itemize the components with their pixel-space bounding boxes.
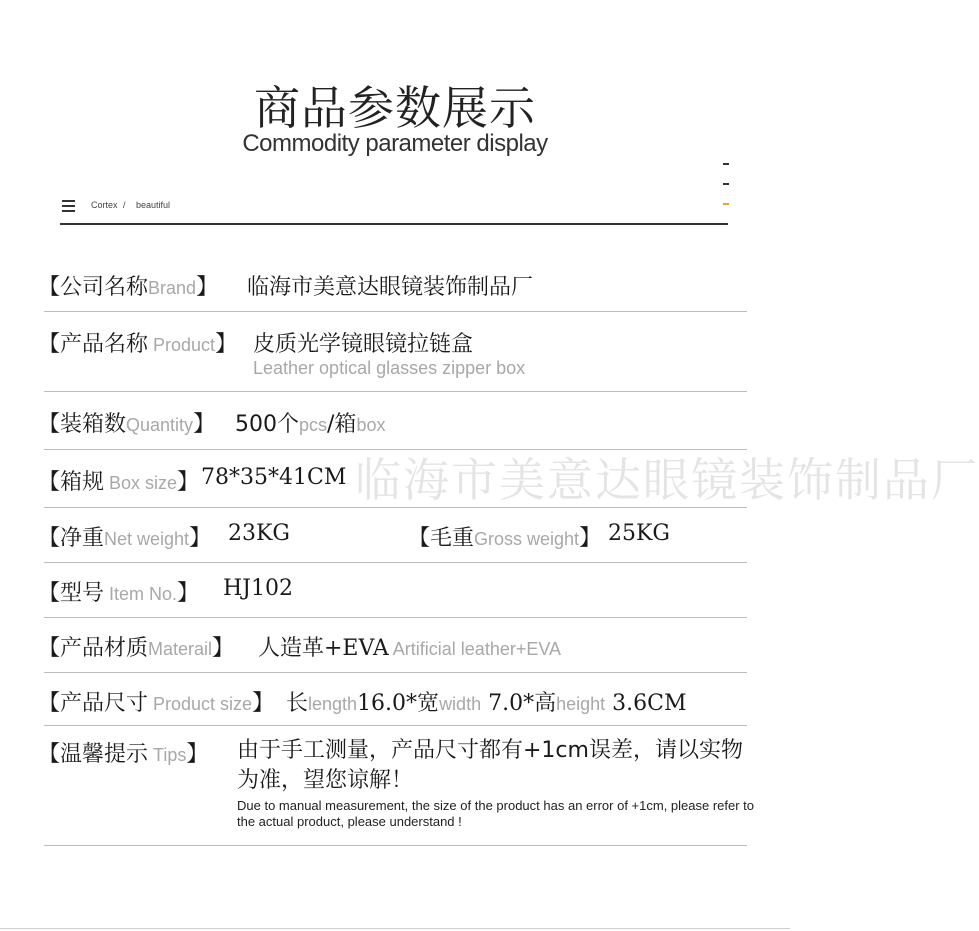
- separator: [44, 311, 747, 312]
- separator: [44, 449, 747, 450]
- tips-text-en: Due to manual measurement, the size of the product has an error of +1cm, please refer to the actual product, please understand !: [237, 798, 755, 829]
- dash-accent: [723, 203, 729, 205]
- separator: [44, 617, 747, 618]
- breadcrumb-beautiful[interactable]: beautiful: [136, 200, 171, 210]
- breadcrumb-cortex[interactable]: Cortex: [91, 200, 118, 210]
- quantity-label: 【装箱数Quantity】: [38, 412, 216, 437]
- product-value: 皮质光学镜眼镜拉链盒: [253, 332, 474, 357]
- size-label: 【产品尺寸 Product size】: [38, 691, 275, 716]
- brand-value: 临海市美意达眼镜装饰制品厂: [247, 275, 534, 300]
- net-weight-value: 23KG: [228, 521, 291, 546]
- dash-1: [723, 163, 729, 165]
- page-subtitle: Commodity parameter display: [242, 130, 548, 157]
- separator: [44, 725, 747, 726]
- separator: [44, 562, 747, 563]
- watermark: 临海市美意达眼镜装饰制品厂: [355, 453, 979, 507]
- brand-label: 【公司名称Brand】: [38, 275, 219, 300]
- box-size-value: 78*35*41CM: [201, 465, 347, 490]
- material-value: 人造革+EVA Artificial leather+EVA: [258, 636, 562, 661]
- item-no-label: 【型号 Item No.】: [38, 581, 200, 606]
- product-value-en: Leather optical glasses zipper box: [253, 358, 526, 378]
- size-value: 长length16.0*宽width 7.0*高height 3.6CM: [286, 691, 687, 716]
- separator: [44, 507, 747, 508]
- page-title: 商品参数展示: [254, 81, 536, 135]
- tips-label: 【温馨提示 Tips】: [38, 742, 209, 767]
- bottom-divider: [0, 928, 790, 929]
- separator: [44, 845, 747, 846]
- item-no-value: HJ102: [223, 576, 293, 601]
- separator: [44, 391, 747, 392]
- tips-text-cn: 由于手工测量，产品尺寸都有+1cm误差，请以实物为准，望您谅解！: [237, 738, 743, 793]
- net-weight-label: 【净重Net weight】: [38, 526, 212, 551]
- gross-weight-label: 【毛重Gross weight】: [408, 526, 602, 551]
- gross-weight-value: 25KG: [608, 521, 671, 546]
- dash-2: [723, 183, 729, 185]
- quantity-value: 500个pcs/箱box: [235, 412, 386, 437]
- menu-icon[interactable]: [62, 200, 75, 212]
- material-label: 【产品材质Materail】: [38, 636, 235, 661]
- breadcrumb-separator: /: [123, 200, 126, 210]
- separator: [44, 672, 747, 673]
- nav-divider: [60, 223, 728, 225]
- product-label: 【产品名称 Product】: [38, 332, 238, 357]
- box-size-label: 【箱规 Box size】: [38, 470, 200, 495]
